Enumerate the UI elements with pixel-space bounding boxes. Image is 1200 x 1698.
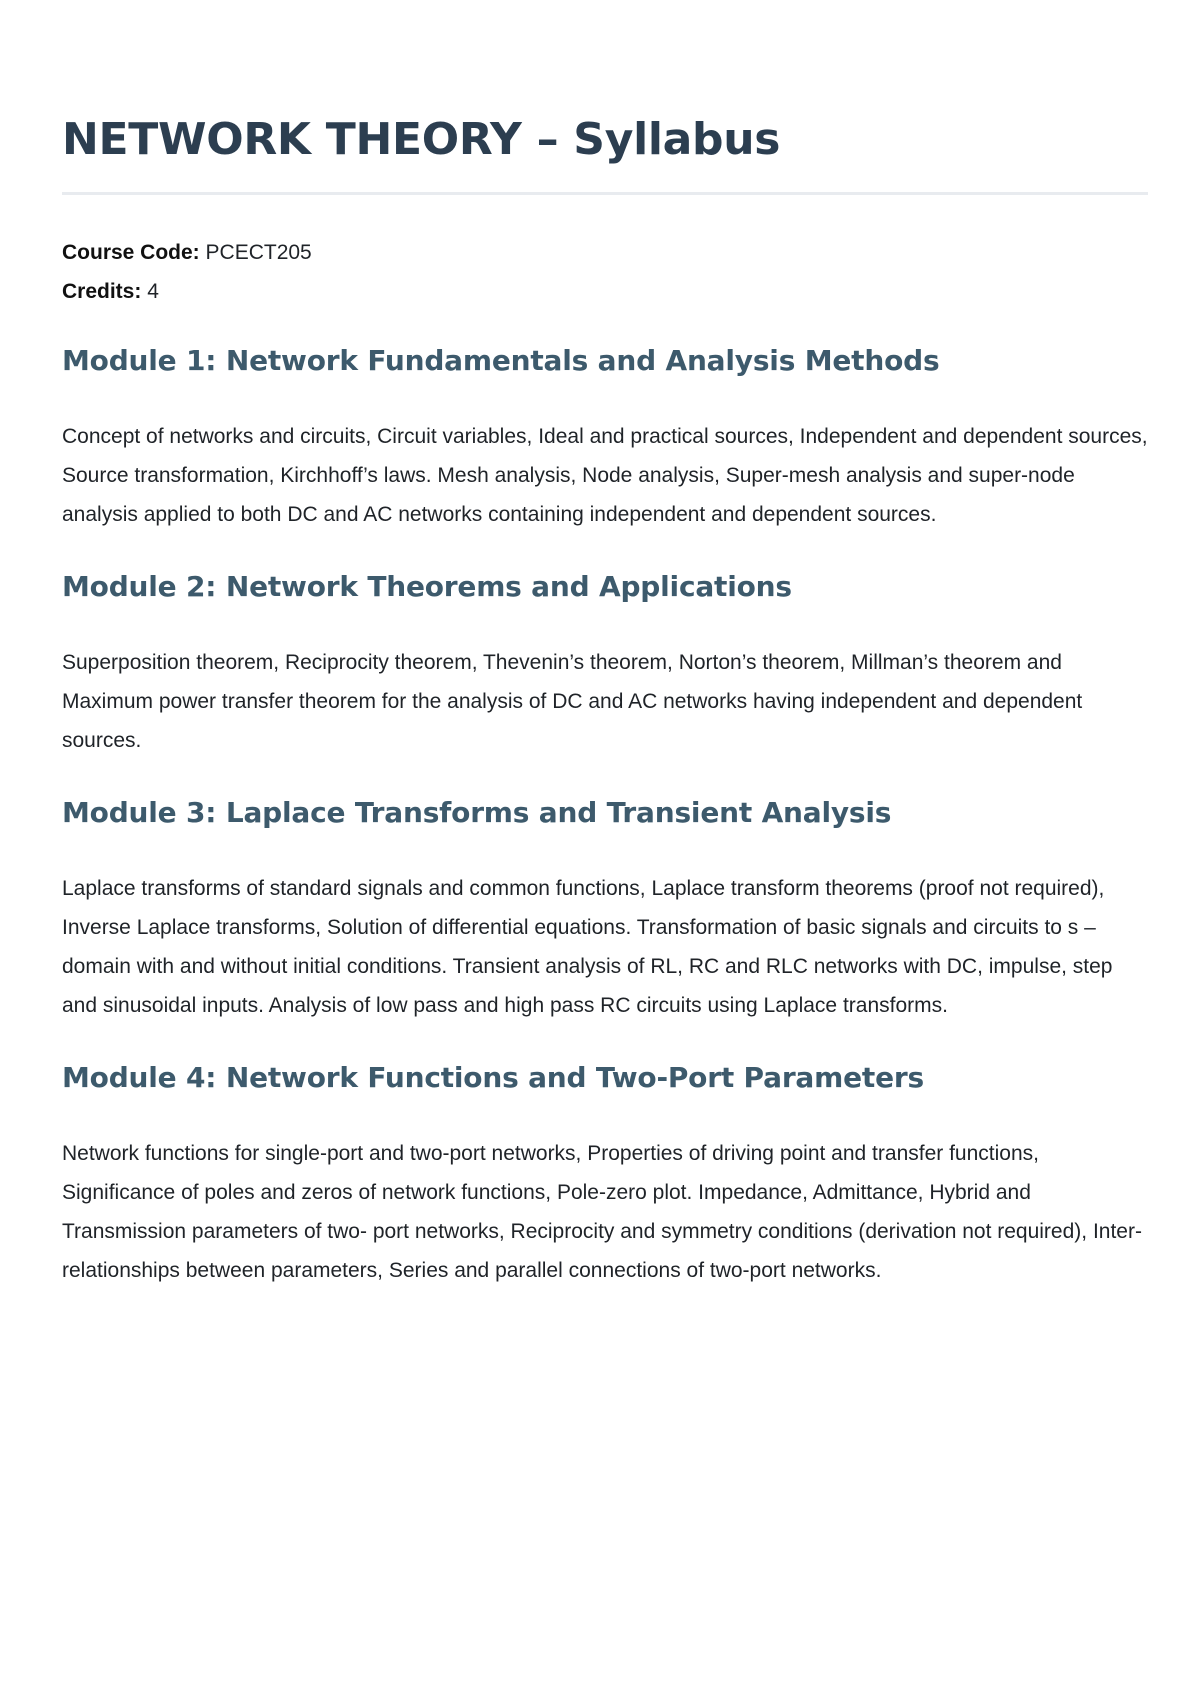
course-meta (62, 233, 1148, 311)
module-description: Network functions for single-port and two-port networks, Properties of driving point and transfer functions, Significance of poles and zeros of network functions, Pole-zero plot. Impedance, Admittance, Hybrid and Transmission parameters of two- port networks, Reciprocity and symmetry conditions (derivation not required), Inter-relationships between parameters, Series and parallel connections of two-port networks. (62, 1142, 1142, 1282)
module-heading: Module 3: Laplace Transforms and Transient Analysis (62, 796, 892, 829)
module-heading: Module 1: Network Fundamentals and Analysis Methods (62, 344, 940, 377)
module-4 (62, 1058, 1148, 1290)
module-description: Laplace transforms of standard signals and common functions, Laplace transform theorems (proof not required), Inverse Laplace transforms, Solution of differential equations. Transformation of basic signals and circuits to s – domain with and without initial conditions. Transient analysis of RL, RC and RLC networks with DC, impulse, step and sinusoidal inputs. Analysis of low pass and high pass RC circuits using Laplace transforms. (62, 877, 1113, 1017)
course-code-value: PCECT205 (205, 241, 312, 264)
module-list (62, 341, 1148, 1290)
title-divider (62, 192, 1148, 195)
module-description: Superposition theorem, Reciprocity theorem, Thevenin’s theorem, Norton’s theorem, Millman’s theorem and Maximum power transfer theorem for the analysis of DC and AC networks having independent and dependent sources. (62, 651, 1083, 752)
credits-label: Credits: (62, 280, 142, 303)
module-description: Concept of networks and circuits, Circuit variables, Ideal and practical sources, Independent and dependent sources, Source transformation, Kirchhoff’s laws. Mesh analysis, Node analysis, Super-mesh analysis and super-node analysis applied to both DC and AC networks containing independent and dependent sources. (62, 425, 1148, 526)
course-code-label: Course Code: (62, 241, 200, 264)
credits-line (62, 272, 1148, 311)
module-heading: Module 2: Network Theorems and Applications (62, 570, 792, 603)
credits-value: 4 (147, 280, 159, 303)
page-title: NETWORK THEORY – Syllabus (62, 114, 781, 165)
course-code-line (62, 233, 1148, 272)
module-heading: Module 4: Network Functions and Two-Port Parameters (62, 1061, 924, 1094)
module-1 (62, 341, 1148, 534)
module-2 (62, 567, 1148, 760)
module-3 (62, 793, 1148, 1025)
